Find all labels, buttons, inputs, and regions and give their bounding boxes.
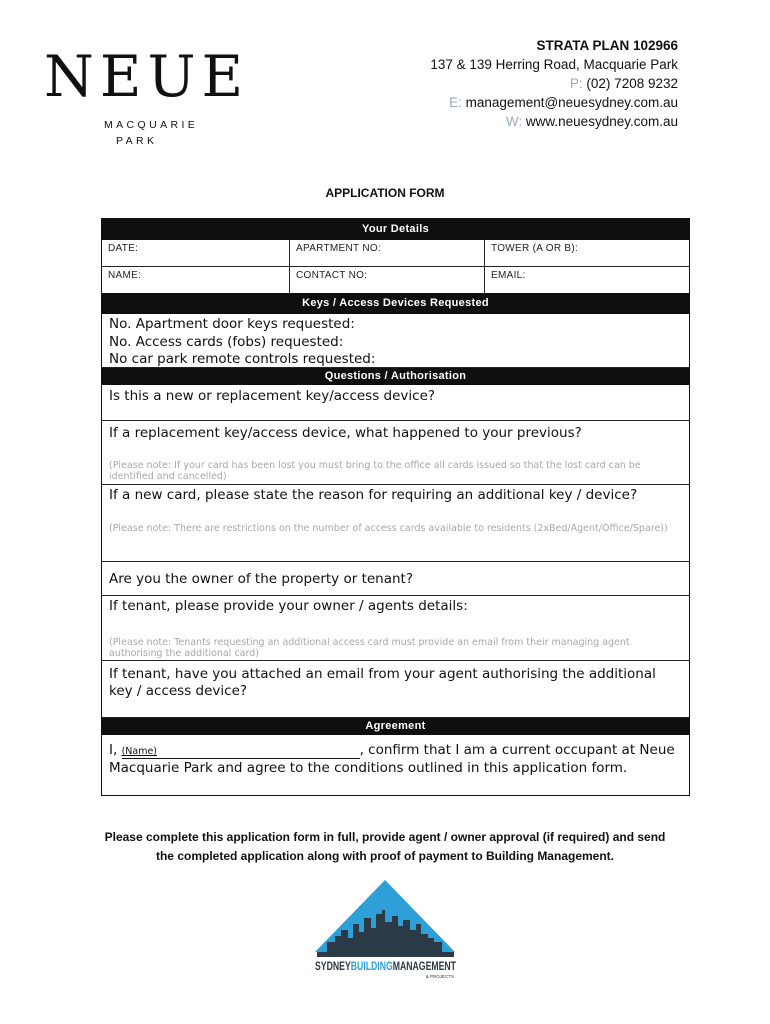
web-address[interactable]: www.neuesydney.com.au	[525, 114, 678, 129]
logo-subtitle-line1: MACQUARIE	[104, 119, 199, 131]
web-label: W:	[505, 114, 523, 129]
question-owner-or-tenant[interactable]	[102, 562, 689, 596]
email-label: E:	[449, 95, 462, 110]
question-2-note: (Please note: If your card has been lost you must bring to the office all cards issued so that the lost card can be identified and cancelled)	[109, 460, 641, 482]
web-line	[430, 112, 678, 131]
phone-label: P:	[569, 76, 583, 91]
remotes-label: No car park remote controls requested:	[109, 351, 376, 367]
phone-number: (02) 7208 9232	[586, 76, 678, 91]
details-row-1	[102, 240, 689, 267]
contact-block	[430, 36, 678, 131]
question-new-or-replacement[interactable]	[102, 385, 689, 421]
date-field[interactable]: DATE:	[102, 240, 290, 266]
agreement-statement	[102, 735, 689, 795]
question-2-text: If a replacement key/access device, what happened to your previous?	[109, 425, 582, 441]
apartment-field[interactable]: APARTMENT NO:	[290, 240, 485, 266]
strata-plan: STRATA PLAN 102966	[536, 38, 678, 53]
sbm-logo	[313, 880, 477, 985]
section-header-questions: Questions / Authorisation	[102, 368, 689, 385]
footer-instructions	[60, 828, 710, 866]
agreement-text-rest: Neue Macquarie Park and agree to the conditions outlined in this application form.	[109, 742, 675, 776]
access-cards-label: No. Access cards (fobs) requested:	[109, 333, 344, 350]
tower-field[interactable]: TOWER (A OR B):	[491, 243, 579, 254]
neue-logo	[44, 44, 254, 149]
sbm-wordmark: SYDNEYBUILDINGMANAGEMENT	[315, 961, 477, 973]
name-field[interactable]: NAME:	[102, 267, 290, 293]
question-5-text: If tenant, please provide your owner / agents details:	[109, 598, 468, 614]
question-1-text: Is this a new or replacement key/access device?	[109, 388, 436, 404]
details-row-2	[102, 267, 689, 293]
email-address[interactable]: management@neuesydney.com.au	[465, 95, 678, 110]
footer-line-2: the completed application along with proof of payment to Building Management.	[155, 849, 614, 863]
phone-line	[430, 74, 678, 93]
address: 137 & 139 Herring Road, Macquarie Park	[430, 57, 678, 72]
section-header-keys: Keys / Access Devices Requested	[102, 293, 689, 314]
footer-line-1: Please complete this application form in full, provide agent / owner approval (if required) and send	[104, 830, 666, 844]
email-line	[430, 93, 678, 112]
question-6-text: If tenant, have you attached an email from your agent authorising the additional key / access device?	[109, 666, 656, 699]
contact-field[interactable]: CONTACT NO:	[290, 267, 485, 293]
question-3-text: If a new card, please state the reason for requiring an additional key / device?	[109, 487, 638, 503]
agreement-text-after: , confirm that I am a current occupant at	[359, 742, 636, 758]
section-header-agreement: Agreement	[102, 718, 689, 735]
door-keys-label: No. Apartment door keys requested:	[109, 316, 355, 332]
agreement-name-field[interactable]: (Name)	[122, 746, 360, 759]
question-5-note: (Please note: Tenants requesting an additional access card must provide an email from their managing agent authorising the additional card)	[109, 637, 630, 659]
question-4-text: Are you the owner of the property or tenant?	[109, 571, 414, 587]
question-agent-details[interactable]	[102, 596, 689, 661]
form-title: APPLICATION FORM	[325, 186, 445, 200]
sbm-logo-graphic	[313, 880, 477, 980]
logo-subtitle-line2: PARK	[116, 135, 158, 147]
question-new-card-reason[interactable]	[102, 485, 689, 562]
question-3-note: (Please note: There are restrictions on the number of access cards available to residents (2xBed/Agent/Office/Spare))	[109, 523, 668, 534]
question-agent-email[interactable]	[102, 661, 689, 718]
keys-request-area[interactable]	[102, 314, 689, 368]
question-replacement-reason[interactable]	[102, 421, 689, 485]
email-field[interactable]: EMAIL:	[491, 270, 526, 281]
section-header-details: Your Details	[102, 219, 689, 240]
application-form	[101, 218, 690, 796]
sbm-projects-label: & PROJECTS	[425, 974, 454, 979]
logo-wordmark: NEUE	[44, 44, 250, 110]
agreement-prefix: I,	[109, 742, 118, 758]
